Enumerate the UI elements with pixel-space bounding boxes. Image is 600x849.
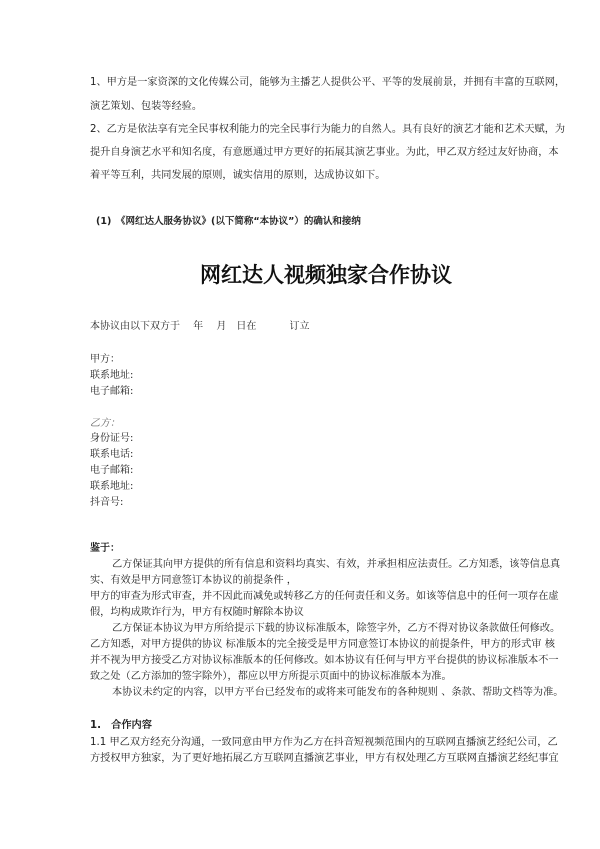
whereas-line: 乙方知悉，对甲方提供的协议 标准版本的完全接受是甲方同意签订本协议的前提条件，甲方的形式审 核 — [90, 639, 555, 650]
party-a-address: 联系地址: — [90, 370, 134, 381]
cooperation-line: 1.1 甲乙双方经充分沟通，一致同意由甲方作为乙方在抖音短视频范围内的互联网直播演艺经纪公司，乙 — [90, 737, 558, 748]
party-b-douyin: 抖音号: — [90, 497, 124, 508]
intro-p2-line3: 着平等互利，共同发展的原则，诚实信用的原则，达成协议如下。 — [90, 170, 386, 181]
intro-p1-line1: 1、甲方是一家资深的文化传媒公司，能够为主播艺人提供公平、平等的发展前景，并拥有丰富的互联网， — [90, 77, 566, 88]
party-b-id: 身份证号: — [90, 433, 134, 444]
document-title: 网红达人视频独家合作协议 — [200, 263, 452, 287]
whereas-line: 致之处（乙方添加的签字除外），都应以甲方所提示页面中的协议标准版本为准。 — [90, 671, 452, 682]
whereas-label: 鉴于： — [90, 543, 120, 554]
section-heading: (1) 《网红达人服务协议》(以下简称“本协议”）的确认和接纳 — [96, 216, 361, 227]
whereas-line: 本协议未约定的内容，以甲方平台已经发布的或将来可能发布的各种规则 、条款、帮助文档等为准。 — [112, 687, 564, 698]
party-a-label: 甲方： — [90, 354, 120, 365]
intro-p2-line2: 提升自身演艺水平和知名度，有意愿通过甲方更好的拓展其演艺事业。为此，甲乙双方经过友好协商，本 — [90, 147, 559, 158]
whereas-line: 甲方的审查为形式审查，并不因此而减免或转移乙方的任何责任和义务。如该等信息中的任何一项存在虚 — [90, 591, 559, 602]
party-b-address: 联系地址: — [90, 481, 134, 492]
signing-line: 本协议由以下双方于 年 月 日在 订立 — [90, 321, 310, 332]
party-b-email: 电子邮箱: — [90, 465, 134, 476]
intro-p1-line2: 演艺策划、包装等经验。 — [90, 101, 203, 112]
cooperation-line: 方授权甲方独家，为了更好地拓展乙方互联网直播演艺事业，甲方有权处理乙方互联网直播演艺经纪事宜 — [90, 753, 559, 764]
cooperation-heading: 1. 合作内容 — [90, 720, 152, 731]
whereas-line: 并不视为甲方接受乙方对协议标准版本的任何修改。如本协议有任何与甲方平台提供的协议标准版本不一 — [90, 655, 559, 666]
intro-p2-line1: 2、乙方是依法享有完全民事权利能力的完全民事行为能力的自然人。具有良好的演艺才能和艺术天赋，为 — [90, 124, 566, 135]
whereas-line: 实、有效是甲方同意签订本协议的前提条件 ， — [90, 575, 297, 586]
party-b-label: 乙方： — [90, 418, 120, 429]
whereas-line: 乙方保证其向甲方提供的所有信息和资料均真实、有效，并承担相应法责任。乙方知悉，该等信息真 — [112, 559, 561, 570]
party-b-phone: 联系电话: — [90, 449, 134, 460]
whereas-line: 乙方保证本协议为甲方所给提示下载的协议标准版本，除签字外，乙方不得对协议条款做任何修改。 — [112, 623, 561, 634]
whereas-line: 假，均构成欺诈行为，甲方有权随时解除本协议 — [90, 607, 304, 618]
party-a-email: 电子邮箱: — [90, 386, 134, 397]
